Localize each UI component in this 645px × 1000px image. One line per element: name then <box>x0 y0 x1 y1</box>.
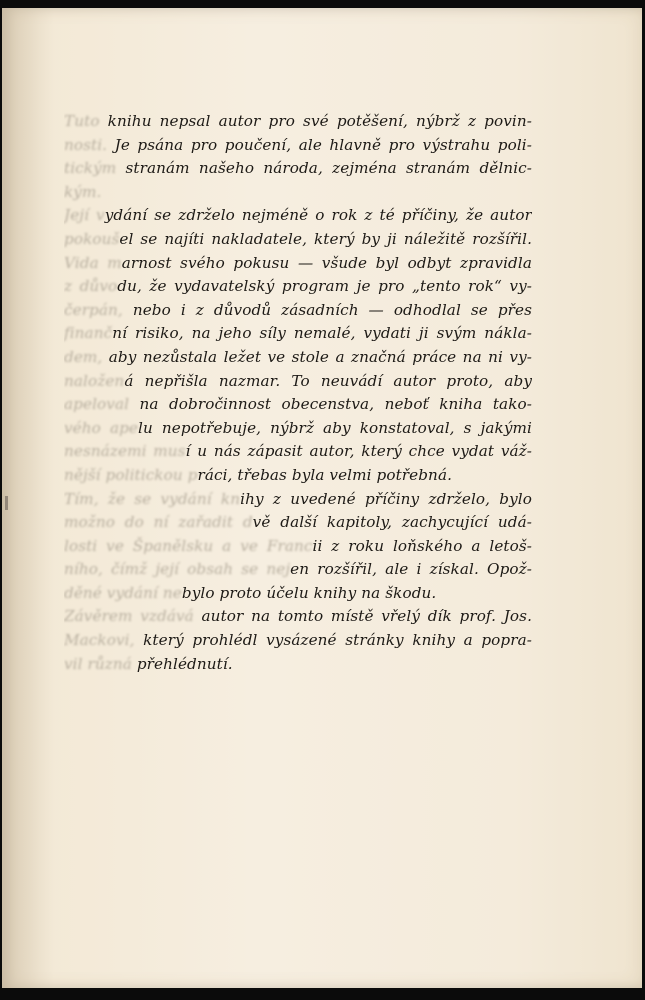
text-line: nější politickou práci, třebas byla velmi potřebná. <box>64 465 453 484</box>
text-line: Vida marnost svého pokusu — všude byl odbyt zpravidla <box>64 253 532 272</box>
text-line: apeloval na dobročinnost obecenstva, neboť kniha tako- <box>64 395 532 414</box>
page-gutter-shadow <box>2 8 54 988</box>
book-page <box>2 8 642 988</box>
text-line: nosti. Je psána pro poučení, ale hlavně pro výstrahu poli- <box>64 135 532 154</box>
text-line: ního, čímž její obsah se nejen rozšířil, ale i získal. Opož- <box>64 560 532 579</box>
text-line: finanční risiko, na jeho síly nemalé, vydati ji svým nákla- <box>64 324 532 343</box>
text-line: čerpán, nebo i z důvodů zásadních — odhodlal se přes <box>64 300 532 319</box>
text-line: možno do ní zařadit dvě další kapitoly, zachycující udá- <box>64 513 532 532</box>
text-line: pokoušel se najíti nakladatele, který by ji náležitě rozšířil. <box>64 229 532 248</box>
text-line: Její vydání se zdrželo nejméně o rok z té příčiny, že autor <box>64 206 532 225</box>
text-line: tickým stranám našeho národa, zejména stranám dělnic- <box>64 159 532 178</box>
text-line: vého apelu nepotřebuje, nýbrž aby konstatoval, s jakými <box>64 418 532 437</box>
text-line: dem, aby nezůstala ležet ve stole a značná práce na ni vy- <box>64 347 532 366</box>
text-line: děné vydání nebylo proto účelu knihy na škodu. <box>64 583 437 602</box>
text-line: nesnázemi musí u nás zápasit autor, který chce vydat váž- <box>64 442 532 461</box>
text-line: losti ve Španělsku a ve Francii z roku loňského a letoš- <box>64 536 532 555</box>
text-line: Tím, že se vydání knihy z uvedené příčiny zdrželo, bylo <box>64 489 532 508</box>
text-line: Závěrem vzdává autor na tomto místě vřelý dík prof. Jos. <box>64 607 532 626</box>
text-line: naložená nepřišla nazmar. To neuvádí autor proto, aby <box>64 371 532 390</box>
preface-text <box>64 110 532 676</box>
text-line: Mackovi, který prohlédl vysázené stránky knihy a popra- <box>64 631 532 650</box>
text-line: vil různá přehlédnutí. <box>64 654 233 673</box>
text-line: z důvodu, že vydavatelský program je pro „tento rok“ vy- <box>64 277 532 296</box>
page-edge-mark <box>5 496 8 510</box>
text-line: kým. <box>64 182 102 201</box>
text-line: Tuto knihu nepsal autor pro své potěšení, nýbrž z povin- <box>64 112 532 130</box>
